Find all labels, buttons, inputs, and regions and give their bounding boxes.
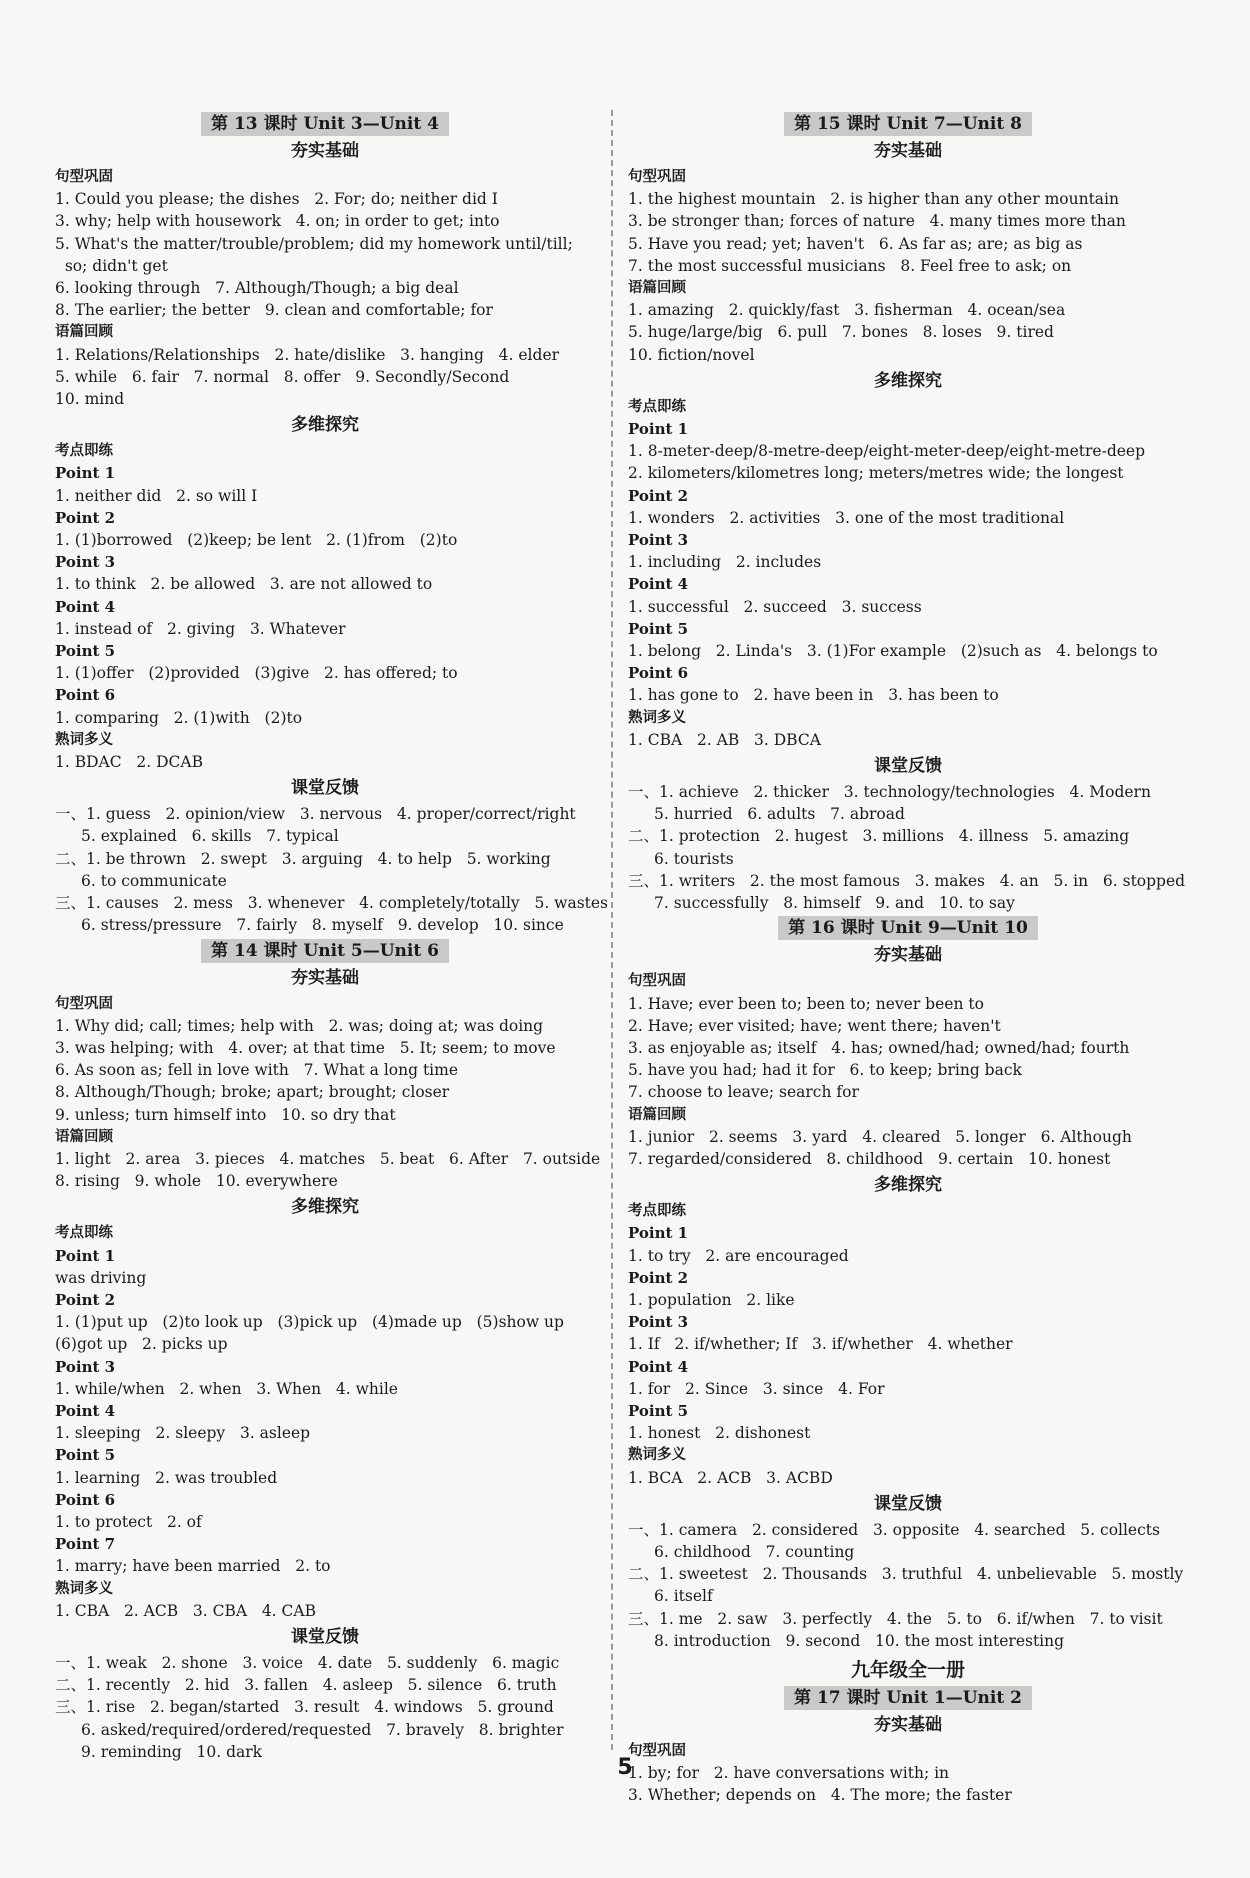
- answer-line: 1. for 2. Since 3. since 4. For: [628, 1379, 885, 1398]
- answer-line: 一、1. achieve 2. thicker 3. technology/technologies 4. Modern: [628, 783, 1151, 802]
- answer-line: 1. 8-meter-deep/8-metre-deep/eight-meter-deep/eight-metre-deep: [628, 442, 1146, 461]
- subsection-label: 考点即练: [55, 1225, 113, 1242]
- subsection-label: 熟词多义: [55, 731, 113, 748]
- answer-line: 1. the highest mountain 2. is higher than any other mountain: [628, 190, 1119, 209]
- answer-line: 5. huge/large/big 6. pull 7. bones 8. loses 9. tired: [628, 323, 1054, 342]
- answer-line: 1. BCA 2. ACB 3. ACBD: [628, 1468, 833, 1487]
- section-heading: 多维探究: [291, 415, 359, 436]
- section-heading: 夯实基础: [874, 1714, 942, 1735]
- answer-line: 6. tourists: [654, 849, 734, 868]
- answer-line: 5. while 6. fair 7. normal 8. offer 9. Secondly/Second: [55, 367, 510, 386]
- answer-line: 一、1. camera 2. considered 3. opposite 4. searched 5. collects: [628, 1520, 1160, 1539]
- point-label: Point 2: [55, 508, 116, 527]
- point-label: Point 5: [55, 1446, 116, 1465]
- point-label: Point 3: [628, 531, 689, 550]
- grade-heading: 九年级全一册: [850, 1658, 965, 1681]
- answer-line: 1. Have; ever been to; been to; never been to: [628, 994, 984, 1013]
- lesson-title: [55, 112, 595, 136]
- answer-line: 7. the most successful musicians 8. Feel free to ask; on: [628, 256, 1072, 275]
- point-label: Point 4: [628, 1357, 689, 1376]
- answer-line: 3. why; help with housework 4. on; in order to get; into: [55, 212, 500, 231]
- answer-line: 二、1. be thrown 2. swept 3. arguing 4. to help 5. working: [55, 849, 551, 868]
- section-heading: 多维探究: [874, 370, 942, 391]
- answer-line: 5. have you had; had it for 6. to keep; bring back: [628, 1061, 1022, 1080]
- subsection-label: 语篇回顾: [55, 1128, 113, 1145]
- answer-line: so; didn't get: [55, 256, 168, 275]
- subsection-label: 熟词多义: [628, 1447, 686, 1464]
- answer-line: 1. including 2. includes: [628, 553, 822, 572]
- point-label: Point 4: [55, 597, 116, 616]
- answer-line: 6. As soon as; fell in love with 7. What a long time: [55, 1061, 459, 1080]
- answer-line: 1. sleeping 2. sleepy 3. asleep: [55, 1424, 311, 1443]
- answer-line: 3. be stronger than; forces of nature 4. many times more than: [628, 212, 1126, 231]
- answer-line: 1. If 2. if/whether; If 3. if/whether 4. whether: [628, 1335, 1013, 1354]
- answer-line: 8. Although/Though; broke; apart; brought; closer: [55, 1083, 450, 1102]
- answer-line: 9. reminding 10. dark: [81, 1742, 263, 1761]
- section-heading: 夯实基础: [874, 141, 942, 161]
- answer-line: 1. wonders 2. activities 3. one of the most traditional: [628, 508, 1065, 527]
- answer-line: 2. Have; ever visited; have; went there; haven't: [628, 1016, 1001, 1035]
- section-heading: 夯实基础: [291, 141, 359, 161]
- point-label: Point 1: [628, 1224, 689, 1243]
- answer-line: 1. honest 2. dishonest: [628, 1424, 811, 1443]
- answer-line: 1. belong 2. Linda's 3. (1)For example (2)such as 4. belongs to: [628, 642, 1158, 661]
- right-column: [628, 110, 1188, 1807]
- point-label: Point 5: [55, 642, 116, 661]
- subsection-label: 句型巩固: [628, 973, 686, 990]
- answer-line: (6)got up 2. picks up: [55, 1335, 228, 1354]
- subsection-label: 句型巩固: [628, 1742, 686, 1759]
- answer-line: 1. comparing 2. (1)with (2)to: [55, 708, 303, 727]
- point-label: Point 1: [55, 464, 116, 483]
- section-heading: 多维探究: [874, 1175, 942, 1196]
- lesson-title-text: 第 17 课时 Unit 1—Unit 2: [784, 1686, 1032, 1710]
- subsection-label: 句型巩固: [55, 169, 113, 185]
- answer-line: 三、1. causes 2. mess 3. whenever 4. completely/totally 5. wastes: [55, 894, 609, 913]
- answer-line: 1. BDAC 2. DCAB: [55, 753, 203, 772]
- section-heading: 课堂反馈: [874, 1493, 942, 1514]
- section-heading: 课堂反馈: [874, 756, 942, 777]
- answer-line: 8. rising 9. whole 10. everywhere: [55, 1172, 338, 1191]
- answer-line: 1. light 2. area 3. pieces 4. matches 5. beat 6. After 7. outside: [55, 1149, 601, 1168]
- lesson-title: [628, 112, 1188, 136]
- subsection-label: 熟词多义: [55, 1580, 113, 1597]
- point-label: Point 1: [628, 420, 689, 439]
- subsection-label: 句型巩固: [628, 169, 686, 185]
- answer-line: was driving: [55, 1268, 147, 1287]
- answer-line: 3. as enjoyable as; itself 4. has; owned/had; owned/had; fourth: [628, 1038, 1130, 1057]
- section-heading: 课堂反馈: [291, 1626, 359, 1647]
- lesson-title: [55, 939, 595, 963]
- answer-line: 二、1. sweetest 2. Thousands 3. truthful 4. unbelievable 5. mostly: [628, 1565, 1184, 1584]
- subsection-label: 句型巩固: [55, 995, 113, 1012]
- answer-line: 一、1. guess 2. opinion/view 3. nervous 4. proper/correct/right: [55, 805, 576, 824]
- answer-line: 一、1. weak 2. shone 3. voice 4. date 5. suddenly 6. magic: [55, 1653, 560, 1672]
- answer-line: 6. looking through 7. Although/Though; a big deal: [55, 279, 459, 298]
- page-number: 5: [617, 1755, 633, 1780]
- answer-line: 10. fiction/novel: [628, 345, 755, 364]
- subsection-label: 语篇回顾: [628, 280, 686, 297]
- answer-line: 7. regarded/considered 8. childhood 9. certain 10. honest: [628, 1149, 1111, 1168]
- subsection-label: 熟词多义: [628, 709, 686, 726]
- answer-line: 1. has gone to 2. have been in 3. has been to: [628, 686, 999, 705]
- answer-line: 二、1. protection 2. hugest 3. millions 4. illness 5. amazing: [628, 827, 1130, 846]
- point-label: Point 1: [55, 1246, 116, 1265]
- point-label: Point 2: [55, 1290, 116, 1309]
- subsection-label: 语篇回顾: [628, 1106, 686, 1123]
- subsection-label: 语篇回顾: [55, 324, 113, 341]
- answer-line: 三、1. writers 2. the most famous 3. makes 4. an 5. in 6. stopped: [628, 871, 1186, 890]
- column-divider: [611, 110, 613, 1750]
- section-heading: 夯实基础: [874, 945, 942, 966]
- answer-line: 1. while/when 2. when 3. When 4. while: [55, 1379, 398, 1398]
- answer-line: 1. Relations/Relationships 2. hate/dislike 3. hanging 4. elder: [55, 345, 560, 364]
- answer-line: 1. instead of 2. giving 3. Whatever: [55, 619, 346, 638]
- answer-line: 6. childhood 7. counting: [654, 1542, 855, 1561]
- lesson-title: [628, 916, 1188, 940]
- answer-line: 1. (1)put up (2)to look up (3)pick up (4)made up (5)show up: [55, 1313, 564, 1332]
- answer-line: 5. Have you read; yet; haven't 6. As far as; are; as big as: [628, 234, 1083, 253]
- point-label: Point 3: [55, 553, 116, 572]
- answer-line: 6. stress/pressure 7. fairly 8. myself 9. develop 10. since: [81, 916, 564, 935]
- section-heading: 课堂反馈: [291, 778, 359, 799]
- lesson-title-text: 第 13 课时 Unit 3—Unit 4: [201, 112, 449, 136]
- answer-line: 1. to think 2. be allowed 3. are not allowed to: [55, 575, 433, 594]
- answer-line: 1. (1)offer (2)provided (3)give 2. has offered; to: [55, 664, 458, 683]
- answer-line: 1. Why did; call; times; help with 2. was; doing at; was doing: [55, 1016, 544, 1035]
- subsection-label: 考点即练: [628, 1203, 686, 1220]
- answer-line: 8. The earlier; the better 9. clean and comfortable; for: [55, 301, 493, 320]
- answer-line: 1. successful 2. succeed 3. success: [628, 597, 922, 616]
- answer-line: 6. asked/required/ordered/requested 7. bravely 8. brighter: [81, 1720, 564, 1739]
- answer-line: 1. (1)borrowed (2)keep; be lent 2. (1)from (2)to: [55, 531, 458, 550]
- answer-line: 5. explained 6. skills 7. typical: [81, 827, 339, 846]
- answer-line: 1. population 2. like: [628, 1290, 795, 1309]
- lesson-title-text: 第 16 课时 Unit 9—Unit 10: [778, 916, 1038, 940]
- answer-line: 5. What's the matter/trouble/problem; did my homework until/till;: [55, 234, 573, 253]
- subsection-label: 考点即练: [55, 443, 113, 460]
- answer-line: 1. Could you please; the dishes 2. For; do; neither did I: [55, 190, 498, 209]
- point-label: Point 4: [55, 1401, 116, 1420]
- answer-line: 8. introduction 9. second 10. the most interesting: [654, 1631, 1065, 1650]
- answer-line: 3. Whether; depends on 4. The more; the faster: [628, 1786, 1012, 1805]
- section-heading: 夯实基础: [291, 967, 359, 988]
- point-label: Point 7: [55, 1535, 116, 1554]
- answer-line: 10. mind: [55, 390, 125, 409]
- answer-line: 1. CBA 2. AB 3. DBCA: [628, 730, 821, 749]
- answer-line: 1. learning 2. was troubled: [55, 1468, 278, 1487]
- answer-line: 5. hurried 6. adults 7. abroad: [654, 805, 905, 824]
- answer-line: 1. by; for 2. have conversations with; in: [628, 1764, 950, 1783]
- point-label: Point 5: [628, 1401, 689, 1420]
- answer-line: 1. neither did 2. so will I: [55, 486, 258, 505]
- point-label: Point 6: [55, 1490, 116, 1509]
- answer-line: 1. junior 2. seems 3. yard 4. cleared 5. longer 6. Although: [628, 1127, 1132, 1146]
- point-label: Point 2: [628, 1268, 689, 1287]
- lesson-title-text: 第 14 课时 Unit 5—Unit 6: [201, 939, 449, 963]
- answer-line: 三、1. me 2. saw 3. perfectly 4. the 5. to 6. if/when 7. to visit: [628, 1609, 1163, 1628]
- answer-line: 2. kilometers/kilometres long; meters/metres wide; the longest: [628, 464, 1124, 483]
- answer-line: 1. amazing 2. quickly/fast 3. fisherman 4. ocean/sea: [628, 301, 1066, 320]
- answer-line: 二、1. recently 2. hid 3. fallen 4. asleep 5. silence 6. truth: [55, 1676, 557, 1695]
- lesson-title: [628, 1686, 1188, 1710]
- section-heading: 多维探究: [291, 1197, 359, 1218]
- answer-line: 9. unless; turn himself into 10. so dry that: [55, 1105, 396, 1124]
- answer-line: 6. itself: [654, 1587, 713, 1606]
- answer-line: 3. was helping; with 4. over; at that time 5. It; seem; to move: [55, 1038, 556, 1057]
- answer-line: 6. to communicate: [81, 871, 227, 890]
- answer-line: 1. to try 2. are encouraged: [628, 1246, 849, 1265]
- answer-line: 7. successfully 8. himself 9. and 10. to say: [654, 894, 1015, 913]
- point-label: Point 4: [628, 575, 689, 594]
- point-label: Point 3: [55, 1357, 116, 1376]
- answer-line: 7. choose to leave; search for: [628, 1083, 859, 1102]
- point-label: Point 3: [628, 1313, 689, 1332]
- point-label: Point 5: [628, 619, 689, 638]
- answer-line: 1. CBA 2. ACB 3. CBA 4. CAB: [55, 1601, 316, 1620]
- point-label: Point 6: [628, 664, 689, 683]
- point-label: Point 2: [628, 486, 689, 505]
- subsection-label: 考点即练: [628, 398, 686, 415]
- answer-line: 三、1. rise 2. began/started 3. result 4. windows 5. ground: [55, 1698, 554, 1717]
- answer-line: 1. to protect 2. of: [55, 1512, 202, 1531]
- point-label: Point 6: [55, 686, 116, 705]
- left-column: [55, 110, 609, 1763]
- answer-line: 1. marry; have been married 2. to: [55, 1557, 331, 1576]
- lesson-title-text: 第 15 课时 Unit 7—Unit 8: [784, 112, 1032, 136]
